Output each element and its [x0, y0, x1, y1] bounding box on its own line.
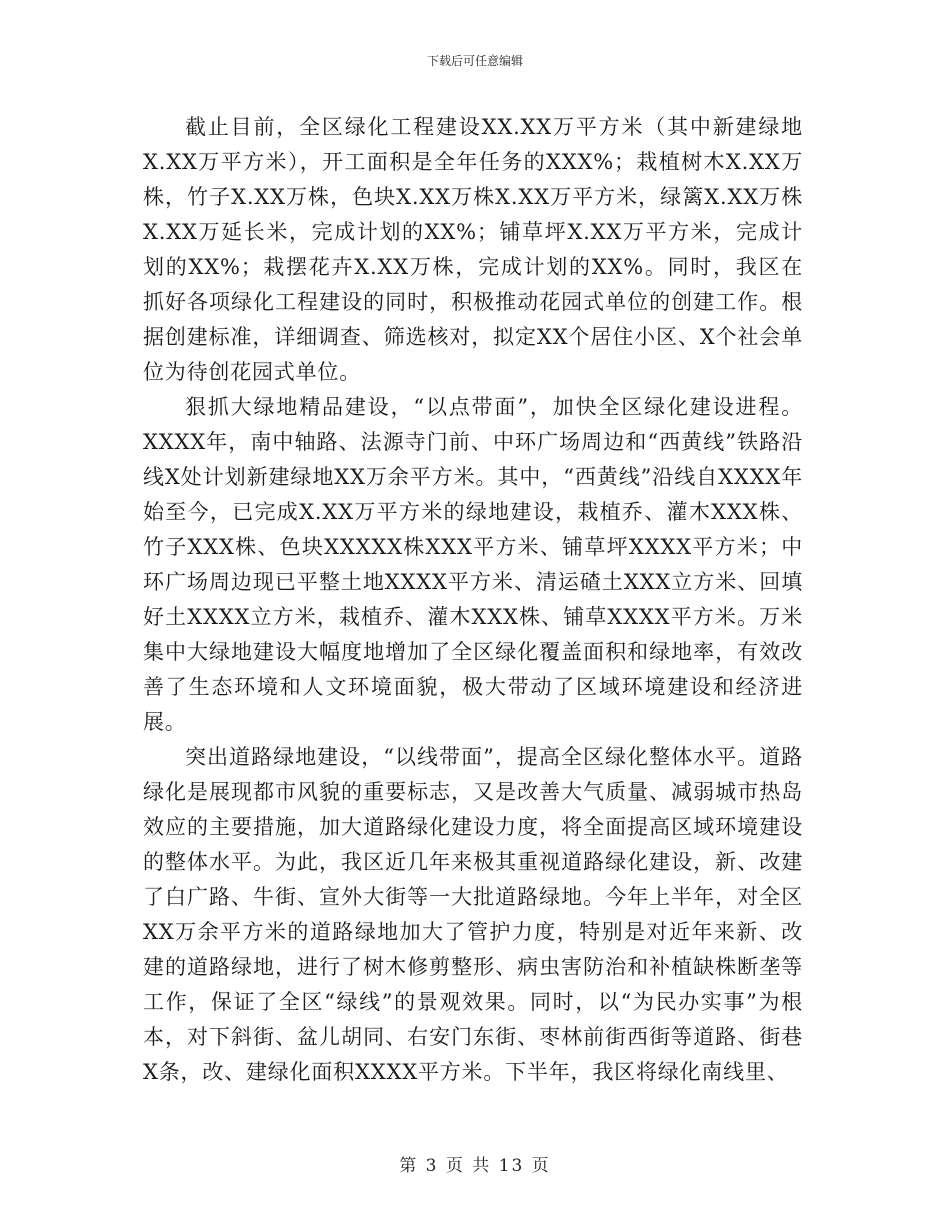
paragraph-large-green-space: 狠抓大绿地精品建设，“以点带面”，加快全区绿化建设进程。XXXX年，南中轴路、法源寺门前、中环广场周边和“西黄线”铁路沿线X处计划新建绿地XX万余平方米。其中，“西黄线”沿线自XXXX年始至今，已完成X.XX万平方米的绿地建设，栽植乔、灌木XXX株、竹子XXX株、色块XXXXX株XXX平方米、铺草坪XXXX平方米；中环广场周边现已平整土地XXXX平方米、清运碴土XXX立方米、回填好土XXXX立方米，栽植乔、灌木XXX株、铺草XXXX平方米。万米集中大绿地建设大幅度地增加了全区绿化覆盖面积和绿地率，有效改善了生态环境和人文环境面貌，极大带动了区域环境建设和经济进展。	[143, 395, 803, 734]
paragraph-greening-progress: 截止目前，全区绿化工程建设XX.XX万平方米（其中新建绿地X.XX万平方米），开工面积是全年任务的XXX%；栽植树木X.XX万株，竹子X.XX万株，色块X.XX万株X.XX万平方米，绿篱X.XX万株X.XX万延长米，完成计划的XX%；铺草坪X.XX万平方米，完成计划的XX%；栽摆花卉X.XX万株，完成计划的XX%。同时，我区在抓好各项绿化工程建设的同时，积极推动花园式单位的创建工作。根据创建标准，详细调查、筛选核对，拟定XX个居住小区、X个社会单位为待创花园式单位。	[143, 115, 803, 384]
page-number-footer: 第 3 页 共 13 页	[399, 1156, 551, 1176]
paragraph-road-greening: 突出道路绿地建设，“以线带面”，提高全区绿化整体水平。道路绿化是展现都市风貌的重要标志，又是改善大气质量、减弱城市热岛效应的主要措施，加大道路绿化建设力度，将全面提高区域环境建设的整体水平。为此，我区近几年来极其重视道路绿化建设，新、改建了白广路、牛街、宣外大街等一大批道路绿地。今年上半年，对全区XX万余平方米的道路绿地加大了管护力度，特别是对近年来新、改建的道路绿地，进行了树木修剪整形、病虫害防治和补植缺株断垄等工作，保证了全区“绿线”的景观效果。同时，以“为民办实事”为根本，对下斜街、盆儿胡同、右安门东街、枣林前街西街等道路、街巷X条，改、建绿化面积XXXX平方米。下半年，我区将绿化南线里、	[143, 745, 803, 1084]
page-header: 下载后可任意编辑	[426, 54, 523, 68]
document-body	[143, 110, 803, 1090]
